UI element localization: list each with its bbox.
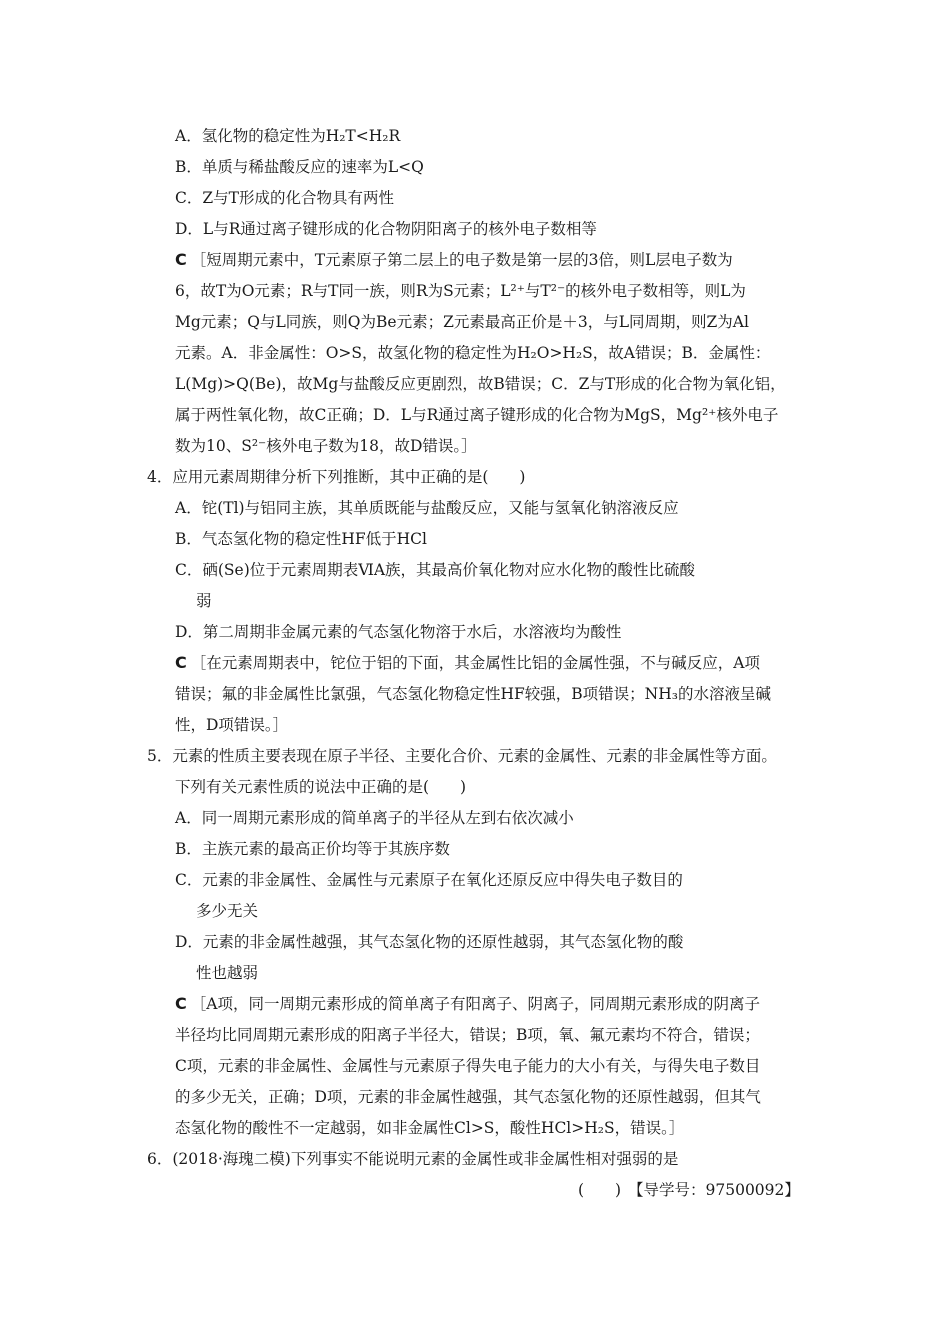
q4-explanation-line-2: 错误；氟的非金属性比氯强，气态氢化物稳定性HF较强，B项错误；NH₃的水溶液呈碱 bbox=[175, 685, 771, 703]
q5-option-d-continued: 性也越弱 bbox=[196, 964, 259, 982]
q3-option-d: D．L与R通过离子键形成的化合物阴阳离子的核外电子数相等 bbox=[175, 220, 597, 238]
q6-answer-blank: ( ) bbox=[578, 1181, 622, 1199]
q3-explanation-line-1: C ［短周期元素中，T元素原子第二层上的电子数是第一层的3倍，则L层电子数为 bbox=[175, 250, 733, 269]
q4-explanation-line-1: C ［在元素周期表中，铊位于铝的下面，其金属性比铝的金属性强，不与碱反应，A项 bbox=[175, 653, 760, 672]
q5-option-a: A．同一周期元素形成的简单离子的半径从左到右依次减小 bbox=[175, 809, 574, 827]
q5-explanation-line-4: 的多少无关，正确；D项，元素的非金属性越强，其气态氢化物的还原性越弱，但其气 bbox=[175, 1088, 761, 1106]
q5-stem-continued: 下列有关元素性质的说法中正确的是( ) bbox=[175, 778, 467, 796]
q5-option-b: B．主族元素的最高正价均等于其族序数 bbox=[175, 840, 450, 858]
q5-explanation-line-3: C项，元素的非金属性、金属性与元素原子得失电子能力的大小有关，与得失电子数目 bbox=[175, 1057, 761, 1075]
q3-explanation-line-3: Mg元素；Q与L同族，则Q为Be元素；Z元素最高正价是＋3，与L同周期，则Z为Al bbox=[175, 313, 749, 331]
q3-explanation-line-2: 6，故T为O元素；R与T同一族，则R为S元素；L²⁺与T²⁻的核外电子数相等，则L为 bbox=[175, 282, 746, 300]
q6-guide-code: 【导学号：97500092】 bbox=[628, 1181, 800, 1199]
q5-stem: 5．元素的性质主要表现在原子半径、主要化合价、元素的金属性、元素的非金属性等方面。 bbox=[147, 747, 777, 765]
q4-answer: C bbox=[175, 653, 187, 672]
q3-option-c: C．Z与T形成的化合物具有两性 bbox=[175, 189, 394, 207]
q3-explanation-line-6: 属于两性氧化物，故C正确；D．L与R通过离子键形成的化合物为MgS，Mg²⁺核外电子 bbox=[175, 406, 779, 424]
q5-option-c: C．元素的非金属性、金属性与元素原子在氧化还原反应中得失电子数目的 bbox=[175, 871, 683, 889]
q4-explanation-line-3: 性，D项错误。］ bbox=[175, 716, 289, 734]
q4-stem: 4．应用元素周期律分析下列推断，其中正确的是( ) bbox=[147, 468, 526, 486]
q4-option-c-continued: 弱 bbox=[196, 592, 212, 610]
q5-option-d: D．元素的非金属性越强，其气态氢化物的还原性越弱，其气态氢化物的酸 bbox=[175, 933, 684, 951]
q4-option-d: D．第二周期非金属元素的气态氢化物溶于水后，水溶液均为酸性 bbox=[175, 623, 622, 641]
q3-option-a: A．氢化物的稳定性为H₂T<H₂R bbox=[175, 127, 401, 145]
q5-answer: C bbox=[175, 994, 187, 1013]
q5-explanation-line-2: 半径均比同周期元素形成的阳离子半径大，错误；B项，氧、氟元素均不符合，错误； bbox=[175, 1026, 760, 1044]
q5-option-c-continued: 多少无关 bbox=[196, 902, 259, 920]
q4-option-b: B．气态氢化物的稳定性HF低于HCl bbox=[175, 530, 427, 548]
q3-answer: C bbox=[175, 250, 187, 269]
q4-option-a: A．铊(Tl)与铝同主族，其单质既能与盐酸反应，又能与氢氧化钠溶液反应 bbox=[175, 499, 679, 517]
q5-explanation-line-1: C ［A项，同一周期元素形成的简单离子有阳离子、阴离子，同周期元素形成的阴离子 bbox=[175, 994, 760, 1013]
q3-explanation-line-7: 数为10、S²⁻核外电子数为18，故D错误。］ bbox=[175, 437, 477, 455]
q5-explanation-line-5: 态氢化物的酸性不一定越弱，如非金属性Cl>S，酸性HCl>H₂S，错误。］ bbox=[175, 1119, 685, 1137]
q3-explanation-line-4: 元素。A．非金属性：O>S，故氢化物的稳定性为H₂O>H₂S，故A错误；B．金属性： bbox=[175, 344, 771, 362]
q4-option-c: C．硒(Se)位于元素周期表ⅥA族，其最高价氧化物对应水化物的酸性比硫酸 bbox=[175, 561, 696, 579]
q3-explanation-line-5: L(Mg)>Q(Be)，故Mg与盐酸反应更剧烈，故B错误；C．Z与T形成的化合物为氧化铝， bbox=[175, 375, 786, 393]
q6-stem: 6．(2018·海瑰二模)下列事实不能说明元素的金属性或非金属性相对强弱的是 bbox=[147, 1150, 679, 1168]
q3-option-b: B．单质与稀盐酸反应的速率为L<Q bbox=[175, 158, 424, 176]
